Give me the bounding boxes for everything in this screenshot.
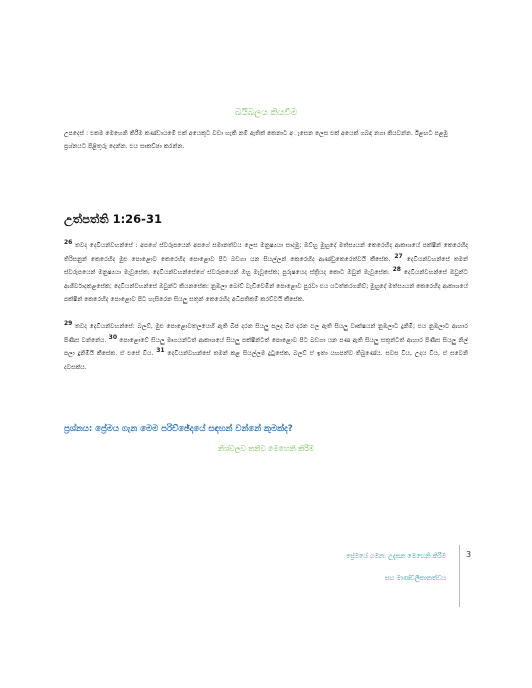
verse-text: දෙවියන්වහන්සේ ඔවුන්ට ආශීර්වාදකළසේක; දෙවියන්වහන්සේ ඔවුන්ට කියනසේක: නුඹලා බෝව් වැඩිවෙමින් පොළොව පුරවා එය යටත්කරගනිව්; මුහුදේ මත්ස්‍යයන් කෙරෙහිද ආකාශයේ පක්ෂීන් කෙරෙහිද පොළොව පිට හැසිරෙන සියලු සතුන් කෙරෙහිද අධිපතිකම් කරව්වයි කීසේක. [64,269,468,304]
scripture-paragraph-2 [64,320,468,374]
page-number: 3 [466,550,472,559]
footer-title-line2: සහ මාණ්ඩලිකාකත්වය [384,575,446,582]
verse-text: තවද දෙවියන්වහන්සේ : අපගේ ස්වරූපයෙන් අපගේ සමානත්වය ලෙස මනුෂ්‍යයා සාදමු; ඔව්හු මුහුදේ මත්ස්‍යයන් කෙරෙහිද ආකාශයේ පක්ෂීන් කෙරෙහිද තිරිසනුන් කෙරෙහිද මුළු පොළොව කෙරෙහිද පොළොව පිට බඩගා යන සියල්ලන් කෙරෙහිද ආණ්ඩුකෙරෙත්වයි කීසේක. [64,242,468,263]
answer-subtitle: නිශ්චලව තනිව මෙහෙනි කිරීම [217,444,315,453]
footer-title-line1: ප්‍රේමයේ ගමන: උදැසන මෙහෙනි කිරීම [345,553,446,560]
verse-number: 31 [156,347,165,355]
verse-number: 30 [108,333,118,341]
instructions-paragraph: උපදෙස් : එකම මෙහෙනි කිරීම කණ්ඩායමේ එක් අයෙකුට වඩා හැකි නම් ඇතික් කෙනාට අැසෙන ලෙස එක් අයෙක් ගබඳ නගා කියවන්න. ඊළඟට පළමු ප්‍රශ්නයට පිළිතුරු දෙන්න. එය සාකච්ඡා කරන්න. [64,130,448,150]
verse-text: පොළොවේ සියලු මෘගයන්ටත් ආකාශයේ සියලු පක්ෂීන්ටත් පොළොව පිට බඩගා යන පණ ඇති සියලු සතුන්ටත් ආහාර පිණිස සියලු නිල් පලා දුනිමියි කීසේක. ඒ එසේ විය. [64,336,468,358]
verse-number: 29 [64,319,73,327]
verse-number: 27 [394,252,403,260]
verse-text: තවද දෙවියන්වහන්සේ: බලව්, මුළු පොළොවතලයෙහි ඇති බීජ දරන සියලු පලද බීජ දරන ඵල ඇති සියලු වෘක්ෂයන් නුඹලාට දුනිමි; එය නුඹලාට ආහාර පිණිස වන්නේය. [64,323,468,344]
verse-text: දෙවියන්වහන්සේ තමන් ස්වරූපයෙන් මනුෂ්‍යයා මැවූසේක, දෙවියන්වහන්සේගේ ස්වරූපයෙන් ඔහු මැවූසේක; පුරුෂයෙද ස්ත්‍රියද කොට ඔවුන් මැවූසේක. [64,255,469,277]
verse-number: 26 [64,238,73,246]
passage-heading: උත්පත්ති 1:26-31 [64,212,162,226]
scripture-paragraph-1 [64,239,468,307]
verse-number: 28 [392,266,401,274]
verse-text: දෙවියන්වහන්සේ තමන් කළ සියල්ලම දුටුසේක, බලව් ඒ ඉතා යහපත්ව තිබුණේය. සවස විය, උදය විය, ඒ සවෙනි දවසක්ය. [64,350,468,371]
section-title: බයිබලය කියවීම [234,108,298,118]
discussion-question: ප්‍රශ්නය: ප්‍රේමය ගැන මෙම පරිච්ඡේදයේ සඳහන් වන්නේ කුමක්ද? [64,424,293,434]
footer-divider [459,545,460,607]
